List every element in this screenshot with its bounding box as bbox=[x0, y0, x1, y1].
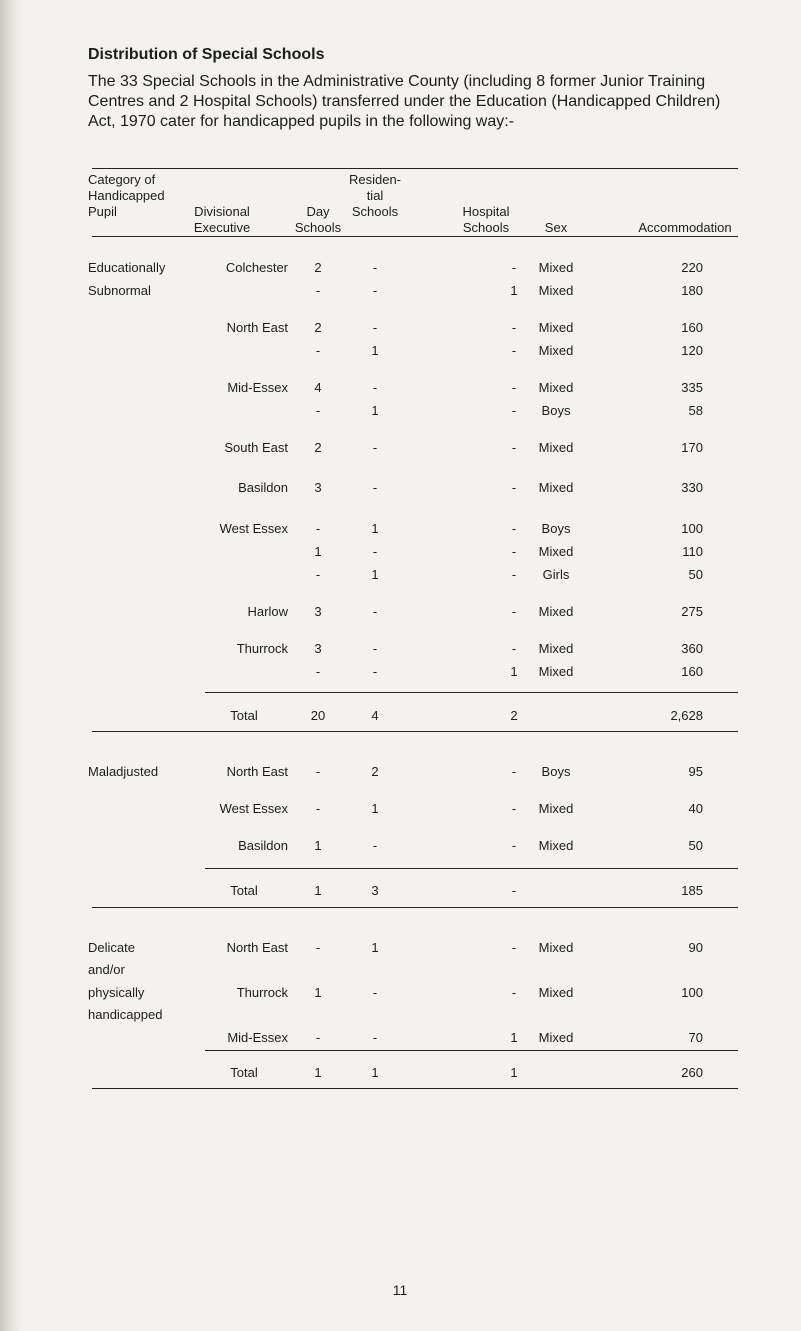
day-schools-cell: 2 bbox=[314, 320, 322, 335]
day-schools-cell: - bbox=[315, 283, 321, 298]
accommodation-cell: 360 bbox=[681, 641, 703, 656]
division-cell: South East bbox=[224, 440, 288, 455]
sex-cell: Boys bbox=[541, 403, 571, 418]
division-cell: Mid-Essex bbox=[227, 1030, 288, 1045]
hospital-schools-cell: - bbox=[511, 641, 517, 656]
residential-schools-cell: 2 bbox=[371, 764, 379, 779]
accommodation-cell: 58 bbox=[688, 403, 703, 418]
day-schools-cell: 2 bbox=[314, 440, 322, 455]
total-accommodation: 260 bbox=[681, 1065, 703, 1080]
sex-cell: Boys bbox=[541, 521, 571, 536]
residential-schools-cell: - bbox=[372, 985, 378, 1000]
group-bottom-rule bbox=[92, 1088, 738, 1089]
day-schools-cell: 3 bbox=[314, 641, 322, 656]
accommodation-cell: 50 bbox=[688, 838, 703, 853]
sex-cell: Boys bbox=[541, 764, 571, 779]
accommodation-cell: 100 bbox=[681, 521, 703, 536]
page-edge-shadow bbox=[0, 0, 22, 1331]
division-cell: Harlow bbox=[247, 604, 288, 619]
day-schools-cell: 2 bbox=[314, 260, 322, 275]
residential-schools-cell: - bbox=[372, 641, 378, 656]
sex-cell: Mixed bbox=[538, 320, 574, 335]
total-residential: 1 bbox=[371, 1065, 379, 1080]
residential-schools-cell: - bbox=[372, 380, 378, 395]
division-cell: North East bbox=[226, 940, 288, 955]
residential-schools-cell: 1 bbox=[371, 567, 379, 582]
hospital-schools-cell: - bbox=[511, 343, 517, 358]
total-residential: 4 bbox=[371, 708, 379, 723]
division-cell: Thurrock bbox=[236, 985, 288, 1000]
hospital-schools-cell: - bbox=[511, 260, 517, 275]
day-schools-cell: - bbox=[315, 801, 321, 816]
residential-schools-cell: - bbox=[372, 283, 378, 298]
sex-cell: Mixed bbox=[538, 664, 574, 679]
residential-schools-cell: - bbox=[372, 480, 378, 495]
sex-cell: Mixed bbox=[538, 380, 574, 395]
day-schools-cell: - bbox=[315, 343, 321, 358]
accommodation-cell: 160 bbox=[681, 664, 703, 679]
sex-cell: Mixed bbox=[538, 440, 574, 455]
division-cell: Basildon bbox=[238, 480, 288, 495]
total-label: Total bbox=[230, 883, 258, 898]
hospital-schools-cell: - bbox=[511, 403, 517, 418]
header-residential-line: tial bbox=[366, 188, 384, 203]
total-hospital: - bbox=[511, 883, 517, 898]
hospital-schools-cell: - bbox=[511, 380, 517, 395]
hospital-schools-cell: - bbox=[511, 764, 517, 779]
header-category-line: Handicapped bbox=[88, 188, 165, 203]
hospital-schools-cell: - bbox=[511, 985, 517, 1000]
accommodation-cell: 95 bbox=[688, 764, 703, 779]
total-top-rule bbox=[205, 868, 738, 869]
hospital-schools-cell: - bbox=[511, 838, 517, 853]
accommodation-cell: 170 bbox=[681, 440, 703, 455]
page-title: Distribution of Special Schools bbox=[88, 46, 325, 63]
group-bottom-rule bbox=[92, 731, 738, 732]
hospital-schools-cell: - bbox=[511, 544, 517, 559]
hospital-schools-cell: - bbox=[511, 320, 517, 335]
day-schools-cell: 3 bbox=[314, 480, 322, 495]
header-hospital-line: Schools bbox=[462, 220, 510, 235]
header-accommodation: Accommodation bbox=[638, 220, 732, 235]
hospital-schools-cell: - bbox=[511, 440, 517, 455]
category-label: Delicate bbox=[88, 940, 135, 955]
residential-schools-cell: - bbox=[372, 544, 378, 559]
header-bottom-rule bbox=[92, 236, 738, 237]
total-label: Total bbox=[230, 1065, 258, 1080]
accommodation-cell: 160 bbox=[681, 320, 703, 335]
day-schools-cell: - bbox=[315, 940, 321, 955]
sex-cell: Mixed bbox=[538, 480, 574, 495]
total-residential: 3 bbox=[371, 883, 379, 898]
total-hospital: 1 bbox=[510, 1065, 518, 1080]
header-sex: Sex bbox=[544, 220, 568, 235]
accommodation-cell: 70 bbox=[688, 1030, 703, 1045]
residential-schools-cell: 1 bbox=[371, 940, 379, 955]
accommodation-cell: 100 bbox=[681, 985, 703, 1000]
category-label: and/or bbox=[88, 962, 125, 977]
accommodation-cell: 110 bbox=[682, 544, 703, 559]
total-day: 1 bbox=[314, 883, 322, 898]
total-day: 1 bbox=[314, 1065, 322, 1080]
accommodation-cell: 50 bbox=[688, 567, 703, 582]
hospital-schools-cell: 1 bbox=[510, 283, 518, 298]
hospital-schools-cell: - bbox=[511, 940, 517, 955]
residential-schools-cell: - bbox=[372, 1030, 378, 1045]
sex-cell: Mixed bbox=[538, 604, 574, 619]
category-label: Subnormal bbox=[88, 283, 151, 298]
accommodation-cell: 90 bbox=[688, 940, 703, 955]
sex-cell: Mixed bbox=[538, 260, 574, 275]
accommodation-cell: 275 bbox=[681, 604, 703, 619]
total-hospital: 2 bbox=[510, 708, 518, 723]
page-number: 11 bbox=[392, 1282, 408, 1298]
accommodation-cell: 180 bbox=[681, 283, 703, 298]
sex-cell: Mixed bbox=[538, 641, 574, 656]
sex-cell: Girls bbox=[542, 567, 570, 582]
header-top-rule bbox=[92, 168, 738, 169]
residential-schools-cell: 1 bbox=[371, 801, 379, 816]
hospital-schools-cell: - bbox=[511, 801, 517, 816]
sex-cell: Mixed bbox=[538, 283, 574, 298]
sex-cell: Mixed bbox=[538, 838, 574, 853]
residential-schools-cell: - bbox=[372, 664, 378, 679]
residential-schools-cell: - bbox=[372, 604, 378, 619]
day-schools-cell: 1 bbox=[314, 544, 322, 559]
accommodation-cell: 220 bbox=[681, 260, 703, 275]
day-schools-cell: 1 bbox=[314, 985, 322, 1000]
category-label: Educationally bbox=[88, 260, 166, 275]
header-category-line: Pupil bbox=[88, 204, 117, 219]
day-schools-cell: - bbox=[315, 567, 321, 582]
division-cell: Colchester bbox=[225, 260, 288, 275]
residential-schools-cell: - bbox=[372, 838, 378, 853]
sex-cell: Mixed bbox=[538, 940, 574, 955]
header-divisional-line: Divisional bbox=[194, 204, 250, 219]
total-label: Total bbox=[230, 708, 258, 723]
day-schools-cell: 1 bbox=[314, 838, 322, 853]
day-schools-cell: - bbox=[315, 403, 321, 418]
total-day: 20 bbox=[310, 708, 326, 723]
header-day-line: Schools bbox=[294, 220, 342, 235]
total-top-rule bbox=[205, 1050, 738, 1051]
residential-schools-cell: - bbox=[372, 440, 378, 455]
day-schools-cell: - bbox=[315, 1030, 321, 1045]
residential-schools-cell: - bbox=[372, 260, 378, 275]
division-cell: North East bbox=[226, 320, 288, 335]
header-hospital-line: Hospital bbox=[462, 204, 510, 219]
hospital-schools-cell: - bbox=[511, 567, 517, 582]
residential-schools-cell: - bbox=[372, 320, 378, 335]
hospital-schools-cell: - bbox=[511, 604, 517, 619]
hospital-schools-cell: 1 bbox=[510, 1030, 518, 1045]
division-cell: West Essex bbox=[219, 801, 288, 816]
category-label: physically bbox=[88, 985, 145, 1000]
intro-paragraph: The 33 Special Schools in the Administrative County (including 8 former Junior Training Centres and 2 Hospital Schools) transferred under the Education (Handicapped Children) Act, 1970 cater for handicapped pupils in the following way:- bbox=[88, 73, 721, 130]
total-top-rule bbox=[205, 692, 738, 693]
day-schools-cell: - bbox=[315, 521, 321, 536]
header-residential-line: Residen- bbox=[348, 172, 402, 187]
division-cell: Basildon bbox=[238, 838, 288, 853]
header-category-line: Category of bbox=[88, 172, 156, 187]
sex-cell: Mixed bbox=[538, 985, 574, 1000]
accommodation-cell: 330 bbox=[681, 480, 703, 495]
sex-cell: Mixed bbox=[538, 343, 574, 358]
total-accommodation: 2,628 bbox=[670, 708, 703, 723]
sex-cell: Mixed bbox=[538, 801, 574, 816]
accommodation-cell: 40 bbox=[688, 801, 703, 816]
group-bottom-rule bbox=[92, 907, 738, 908]
header-residential-line: Schools bbox=[351, 204, 399, 219]
total-accommodation: 185 bbox=[681, 883, 703, 898]
accommodation-cell: 120 bbox=[681, 343, 703, 358]
accommodation-cell: 335 bbox=[681, 380, 703, 395]
residential-schools-cell: 1 bbox=[371, 343, 379, 358]
category-label: Maladjusted bbox=[88, 764, 159, 779]
day-schools-cell: - bbox=[315, 764, 321, 779]
day-schools-cell: - bbox=[315, 664, 321, 679]
residential-schools-cell: 1 bbox=[371, 521, 379, 536]
header-divisional-line: Executive bbox=[193, 220, 251, 235]
day-schools-cell: 4 bbox=[314, 380, 322, 395]
division-cell: North East bbox=[226, 764, 288, 779]
hospital-schools-cell: - bbox=[511, 480, 517, 495]
hospital-schools-cell: - bbox=[511, 521, 517, 536]
header-day-line: Day bbox=[306, 204, 330, 219]
category-label: handicapped bbox=[88, 1007, 163, 1022]
residential-schools-cell: 1 bbox=[371, 403, 379, 418]
division-cell: West Essex bbox=[219, 521, 288, 536]
day-schools-cell: 3 bbox=[314, 604, 322, 619]
sex-cell: Mixed bbox=[538, 544, 574, 559]
division-cell: Thurrock bbox=[236, 641, 288, 656]
hospital-schools-cell: 1 bbox=[510, 664, 518, 679]
sex-cell: Mixed bbox=[538, 1030, 574, 1045]
division-cell: Mid-Essex bbox=[227, 380, 288, 395]
